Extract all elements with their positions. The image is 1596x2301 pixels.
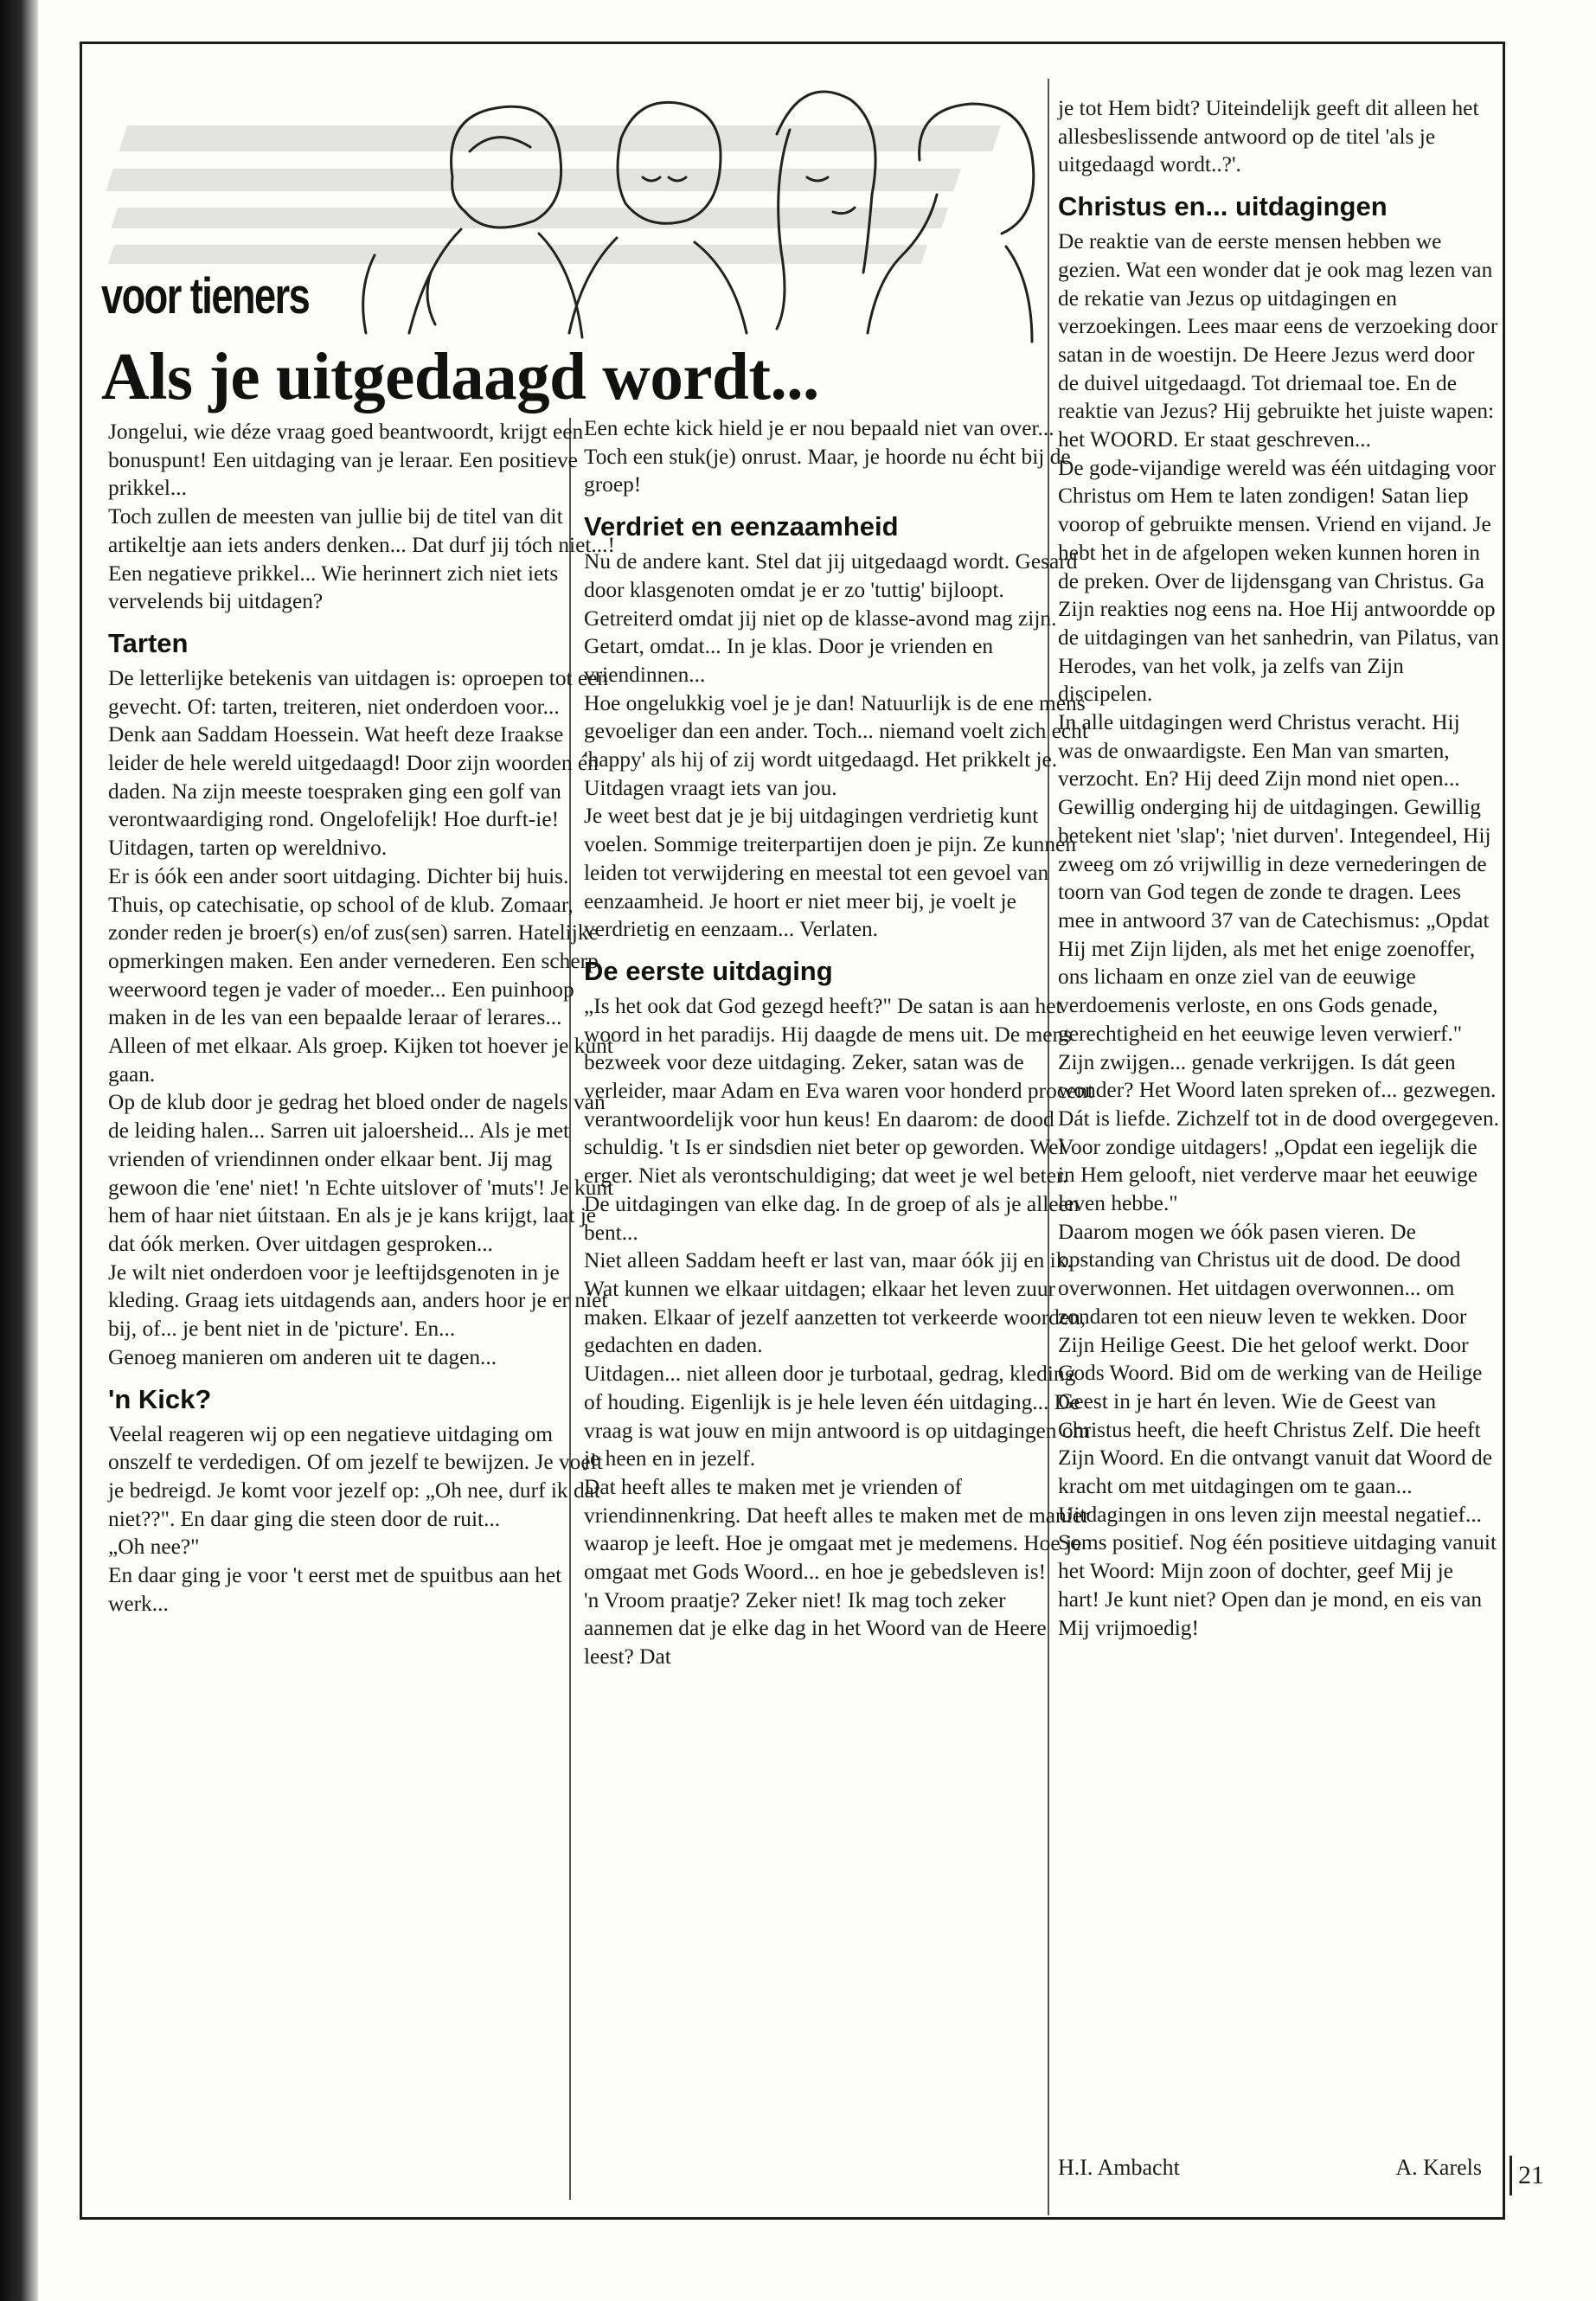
paragraph: Jongelui, wie déze vraag goed beantwoordt, krijgt een bonuspunt! Een uitdaging van je leraar. Een positieve prikkel... (108, 420, 584, 501)
paragraph: De letterlijke betekenis van uitdagen is: oproepen tot een gevecht. Of: tarten, treiteren, niet onderdoen voor... (108, 665, 609, 719)
paragraph: Op de klub door je gedrag het bloed onder de nagels van de leiding halen... Sarren uit jaloersheid... Als je met vrienden of vriendinnen onder elkaar bent. Jij mag gewoon die 'ene' niet! 'n Echte uitslover of 'muts'! Je kunt hem of haar niet úitstaan. En als je je kans krijgt, laat je dat óók merken. Over uitdagen gesproken... (108, 1090, 614, 1256)
article-frame (80, 42, 1505, 2220)
paragraph: Uitdagingen in ons leven zijn meestal negatief... Soms positief. Nog één positieve uitdaging vanuit het Woord: Mijn zoon of dochter, geef Mij je hart! Je kunt niet? Open dan je mond, en eis van Mij vrijmoedig! (1058, 1502, 1497, 1640)
section-label: voor tieners (101, 268, 310, 324)
paragraph: Dat heeft alles te maken met je vrienden of vriendinnenkring. Dat heeft alles te maken met de manier waarop je leeft. Hoe je omgaat met je medemens. Hoe je omgaat met Gods Woord... en hoe je gebedsleven is! (584, 1474, 1090, 1585)
paragraph: Je weet best dat je je bij uitdagingen verdrietig kunt voelen. Sommige treiterpartijen doen je pijn. Ze kunnen leiden tot verwijdering en meestal tot een gevoel van eenzaamheid. Je hoort er niet meer bij, je voelt je verdrietig en eenzaam... Verlaten. (584, 804, 1077, 942)
column-3 (1058, 94, 1499, 1642)
subheading-verdriet: Verdriet en eenzaamheid (584, 511, 899, 542)
paragraph: Toch zullen de meesten van jullie bij de titel van dit artikeltje aan iets anders denken... Dat durf jij tóch niet...! Een negatieve prikkel... Wie herinnert zich niet iets vervelends bij uitdagen? (108, 504, 615, 614)
paragraph: Nu de andere kant. Stel dat jij uitgedaagd wordt. Gesard door klasgenoten omdat je er zo 'tuttig' bijloopt. Getreiterd omdat jij niet op de klasse-avond mag zijn. Getart, omdat... In je klas. Door je vrienden en vriendinnen... (584, 549, 1078, 687)
subheading-kick: 'n Kick? (108, 1383, 212, 1414)
paragraph: Daarom mogen we óók pasen vieren. De opstanding van Christus uit de dood. De dood overwonnen. Het uitdagen overwonnen... om zondaren tot een nieuw leven te wekken. Door Zijn Heilige Geest. Die het geloof werkt. Door Gods Woord. Bid om de werking van de Heilige Geest in je hart én leven. Wie de Geest van Christus heeft, die heeft Christus Zelf. Die heeft Zijn Woord. En die ontvangt vanuit dat Woord de kracht om met uitdagingen om te gaan... (1058, 1219, 1492, 1499)
subheading-christus: Christus en... uitdagingen (1058, 191, 1388, 222)
paragraph: De reaktie van de eerste mensen hebben we gezien. Wat een wonder dat je ook mag lezen van de rekatie van Jezus op uitdagingen en verzoekingen. Lees maar eens de verzoeking door satan in de woestijn. De Heere Jezus werd door de duivel uitgedaagd. Tot driemaal toe. En de reaktie van Jezus? Hij gebruikte het juiste wapen: het WOORD. Er staat geschreven... (1058, 229, 1498, 452)
subheading-eerste-uitdaging: De eerste uitdaging (584, 955, 833, 986)
signature (1058, 2155, 1482, 2181)
article-headline: Als je uitgedaagd wordt... (101, 339, 819, 413)
column-1 (108, 418, 619, 1618)
paragraph: Denk aan Saddam Hoessein. Wat heeft deze Iraakse leider de hele wereld uitgedaagd! Door zijn woorden én daden. Na zijn meeste toespraken ging een golf van verontwaardiging rond. Ongelofelijk! Hoe durft-ie! Uitdagen, tarten op wereldnivo. (108, 722, 599, 861)
paragraph: Uitdagen... niet alleen door je turbotaal, gedrag, kleding of houding. Eigenlijk is je hele leven één uitdaging... De vraag is wat jouw en mijn antwoord is op uitdagingen om je heen en in jezelf. (584, 1362, 1091, 1471)
book-spine-shadow (0, 0, 38, 2301)
paragraph: je tot Hem bidt? Uiteindelijk geeft dit alleen het allesbeslissende antwoord op de titel 'als je uitgedaagd wordt..?'. (1058, 96, 1479, 177)
paragraph: Niet alleen Saddam heeft er last van, maar óók jij en ik. Wat kunnen we elkaar uitdagen; elkaar het leven zuur maken. Elkaar of jezelf aanzetten tot verkeerde woorden, gedachten en daden. (584, 1248, 1086, 1358)
paragraph: Een echte kick hield je er nou bepaald niet van over... Toch een stuk(je) onrust. Maar, je hoorde nu écht bij de groep! (584, 416, 1071, 497)
paragraph: Er is óók een ander soort uitdaging. Dichter bij huis. Thuis, op catechisatie, op school of de klub. Zomaar, zonder reden je broer(s) en/of zus(sen) sarren. Hatelijke opmerkingen maken. Een ander vernederen. Een scherp weerwoord tegen je vader of moeder... Een puinhoop maken in de les van een bepaalde leraar of lerares... Alleen of met elkaar. Als groep. Kijken tot hoever je kunt gaan. (108, 863, 613, 1086)
column-2 (584, 414, 1094, 1671)
paragraph: In alle uitdagingen werd Christus veracht. Hij was de onwaardigste. Een Man van smarten, verzocht. En? Hij deed Zijn mond niet open... Gewillig onderging hij de uitdagingen. Gewillig betekent niet 'slap'; 'niet durven'. Integendeel, Hij zweeg om zó vrijwillig in deze vernederingen de toorn van God tegen de zonde te dragen. Lees mee in antwoord 37 van de Catechismus: „Opdat Hij met Zijn lijden, als met het enige zoenoffer, ons lichaam en onze ziel van de eeuwige verdoemenis verloste, en ons Gods genade, gerechtigheid en het eeuwige leven verwierf." Zijn zwijgen... genade verkrijgen. Is dát geen wonder? Het Woord laten spreken of... gezwegen. Dát is liefde. Zichzelf tot in de dood overgegeven. Voor zondige uitdagers! „Opdat een iegelijk die in Hem gelooft, niet verderve maar het eeuwige leven hebbe." (1058, 710, 1499, 1216)
paragraph: „Is het ook dat God gezegd heeft?" De satan is aan het woord in het paradijs. Hij daagde de mens uit. De mens bezweek voor deze uitdaging. Zeker, satan was de verleider, maar Adam en Eva waren voor honderd procent verantwoordelijk voor hun keus! En daarom: de dood schuldig. 't Is er sindsdien niet beter op geworden. Wel erger. Niet als verontschuldiging; dat weet je wel beter. De uitdagingen van elke dag. In de groep of als je alleen bent... (584, 993, 1094, 1245)
paragraph: De gode-vijandige wereld was één uitdaging voor Christus om Hem te laten zondigen! Satan liep voorop of gebruikte mensen. Vriend en vijand. Je hebt het in de afgelopen weken kunnen horen in de preken. Over de lijdensgang van Christus. Ga Zijn reakties nog eens na. Hoe Hij antwoordde op de uitdagingen van het sanhedrin, van Pilatus, van Herodes, van het volk, ja zelfs van Zijn discipelen. (1058, 455, 1499, 707)
paragraph: Genoeg manieren om anderen uit te dagen... (108, 1344, 497, 1369)
paragraph: Hoe ongelukkig voel je je dan! Natuurlijk is de ene mens gevoeliger dan een ander. Toch... niemand voelt zich echt 'happy' als hij of zij wordt uitgedaagd. Het prikkelt je. Uitdagen vraagt iets van jou. (584, 690, 1088, 800)
paragraph: 'n Vroom praatje? Zeker niet! Ik mag toch zeker aannemen dat je elke dag in het Woord van de Heere leest? Dat (584, 1587, 1047, 1670)
signature-place: H.I. Ambacht (1058, 2155, 1180, 2180)
paragraph: „Oh nee?" (108, 1535, 200, 1560)
paragraph: Veelal reageren wij op een negatieve uitdaging om onszelf te verdedigen. Of om jezelf te bewijzen. Je voelt je bedreigd. Je komt voor jezelf op: „Oh nee, durf ik dat niet??". En daar ging die steen door de ruit... (108, 1421, 603, 1531)
paragraph: Je wilt niet onderdoen voor je leeftijdsgenoten in je kleding. Graag iets uitdagends aan, anders hoor je er niet bij, of... je bent niet in de 'picture'. En... (108, 1259, 608, 1342)
paragraph: En daar ging je voor 't eerst met de spuitbus aan het werk... (108, 1563, 562, 1616)
subheading-tarten: Tarten (108, 627, 189, 658)
page-number: 21 (1509, 2161, 1553, 2190)
signature-author: A. Karels (1395, 2155, 1482, 2180)
